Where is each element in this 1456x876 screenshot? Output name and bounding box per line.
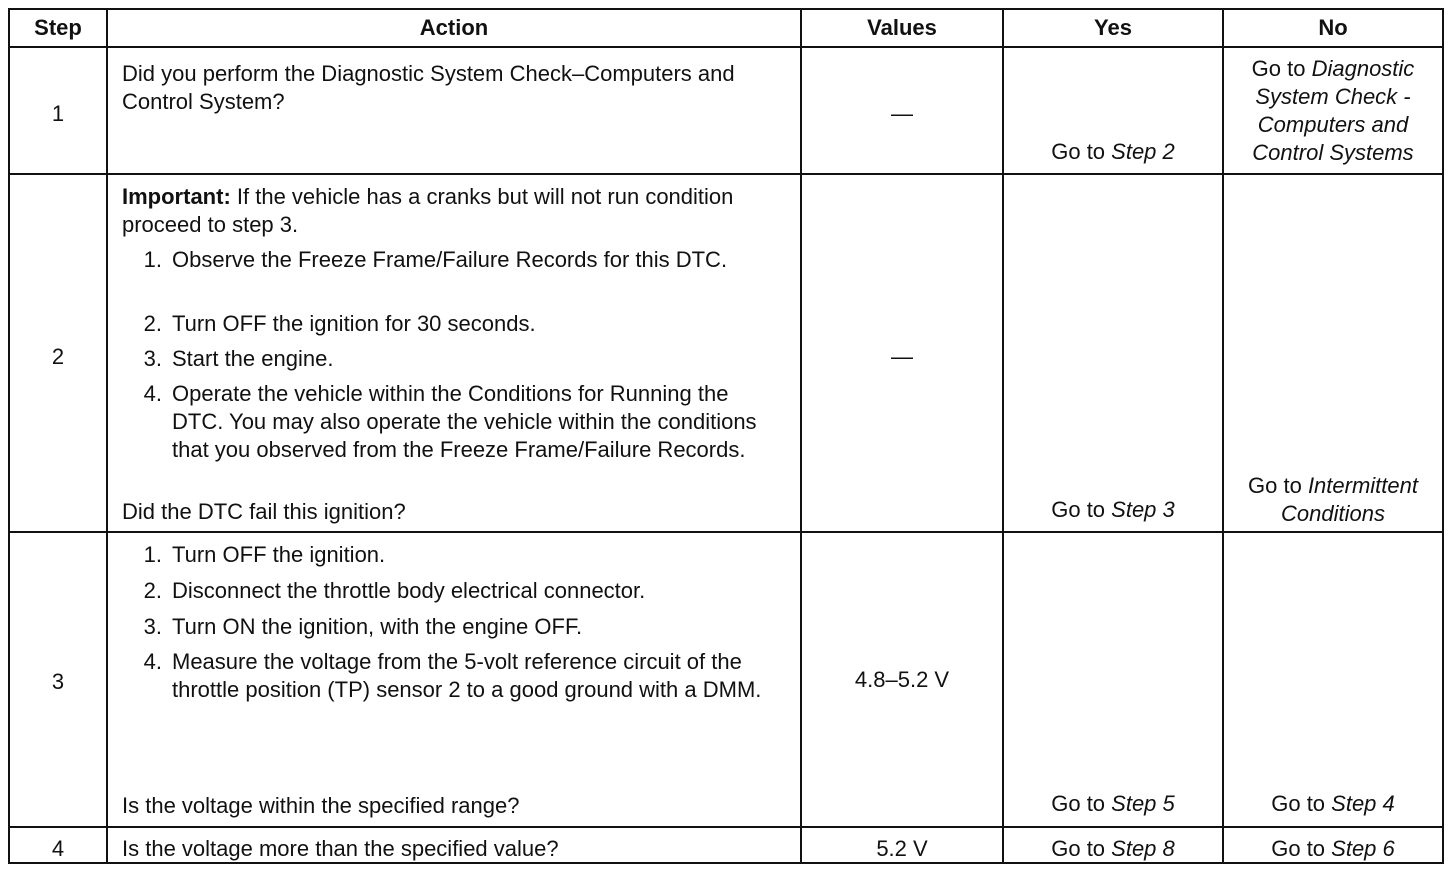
step-question: Is the voltage more than the specified value? (122, 836, 559, 861)
yes-action[interactable]: Go to Step 5 (1051, 791, 1175, 816)
row-divider (10, 826, 1442, 828)
header-no: No (1318, 15, 1348, 40)
diagnostic-table: Step Action Values Yes No 1 Did you perform the Diagnostic System Check–Computers and Control System? — Go to Step 2 Go to Diagnostic System Check - Computers and Control Systems 2 Important: If the vehicle has a cranks but will not run condition proceed to step 3. 1. Observe the Freeze Frame/Failure Records for this DTC. 2. Turn OFF the ignition for 30 seconds. 3. Start the engine. 4. Operate the vehicle within the Conditions for Running the DTC. You may also operate the vehicle within the conditions that you observed from the Freeze Frame/Failure Records. Did the DTC fail this ignition? — Go to Step 3 Go to Intermittent Conditions 3 1. Turn OFF the ignition. 2. Disconnect the throttle body electrical connector. 3. Turn ON the ignition, with the engine OFF. 4. Measure the voltage from the 5-volt reference circuit of the throttle position (TP) sensor 2 to a good ground with a DMM. Is the voltage within the specified range? 4.8–5.2 V Go to Step 5 Go to Step 4 4 Is the voltage more than the specified value? 5.2 V Go to Step 8 Go to Step 6 (8, 8, 1444, 864)
row-divider (10, 531, 1442, 533)
step-question: Did the DTC fail this ignition? (122, 499, 406, 524)
step-value: — (891, 101, 913, 126)
step-question: Did you perform the Diagnostic System Check–Computers and Control System? (122, 61, 735, 114)
no-action[interactable]: Go to Step 6 (1271, 836, 1395, 861)
step-number: 4 (51, 836, 65, 861)
step-number: 2 (51, 344, 65, 369)
row-divider (10, 173, 1442, 175)
yes-action[interactable]: Go to Step 2 (1051, 139, 1175, 164)
step-number: 3 (51, 669, 65, 694)
header-values: Values (867, 15, 937, 40)
column-divider (1222, 10, 1224, 862)
no-action[interactable]: Go to Diagnostic System Check - Computers and Control Systems (1251, 56, 1415, 165)
step-question: Is the voltage within the specified range? (122, 793, 520, 818)
step-value: — (891, 344, 913, 369)
step-number: 1 (51, 101, 65, 126)
header-step: Step (34, 15, 82, 40)
header-action: Action (419, 15, 489, 40)
header-yes: Yes (1094, 15, 1132, 40)
yes-action[interactable]: Go to Step 8 (1051, 836, 1175, 861)
no-action[interactable]: Go to Step 4 (1271, 791, 1395, 816)
row-divider (10, 46, 1442, 48)
no-action[interactable]: Go to Intermittent Conditions (1248, 473, 1418, 526)
important-note: Important: If the vehicle has a cranks but will not run condition proceed to step 3. (122, 184, 734, 237)
yes-action[interactable]: Go to Step 3 (1051, 497, 1175, 522)
column-divider (800, 10, 802, 862)
column-divider (106, 10, 108, 862)
step-value: 5.2 V (876, 836, 928, 861)
step-value: 4.8–5.2 V (854, 667, 950, 692)
